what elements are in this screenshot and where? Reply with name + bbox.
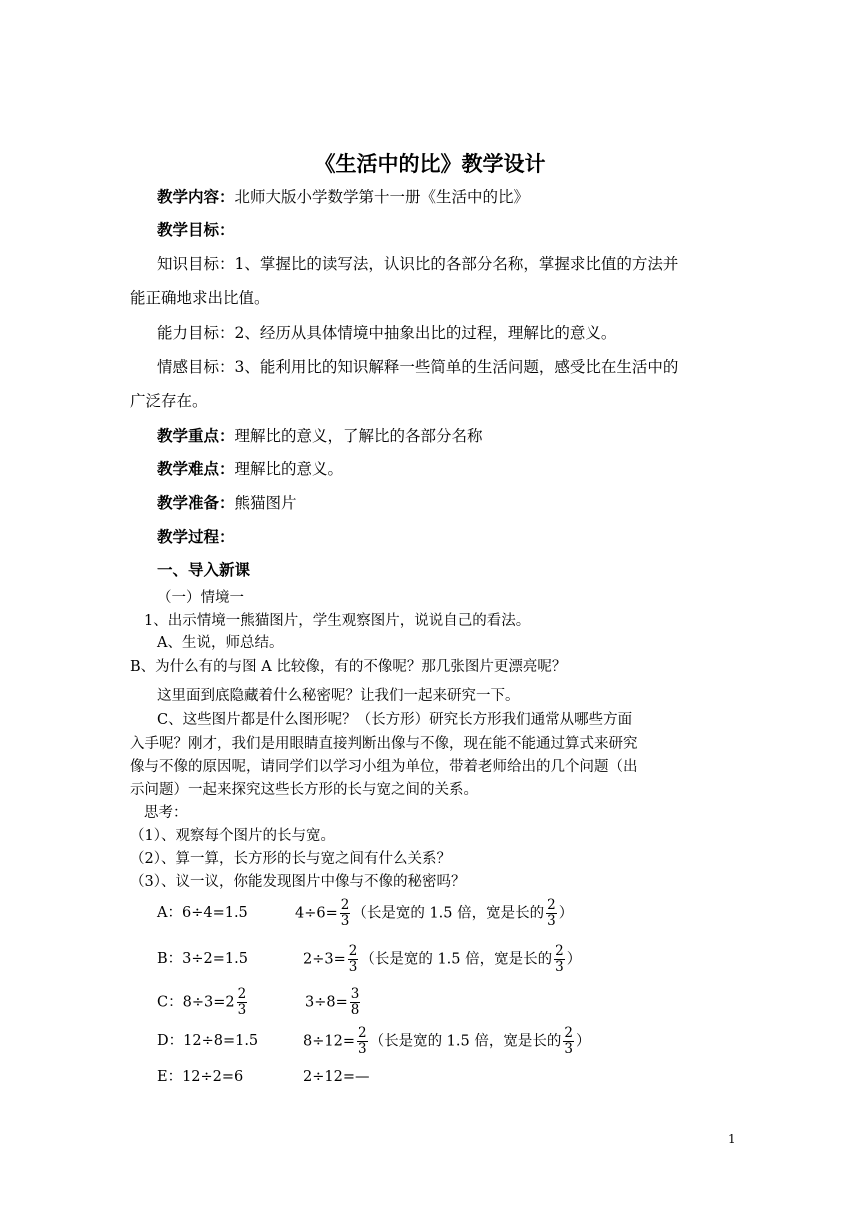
goal2-line: 能力目标：2、经历从具体情境中抽象出比的过程，理解比的意义。 bbox=[157, 324, 617, 342]
calc-row-e bbox=[157, 1070, 369, 1085]
key-point-line bbox=[157, 429, 483, 445]
difficulty-line bbox=[157, 462, 343, 478]
row-b-long-div: B：3÷2=1.5 bbox=[157, 951, 248, 968]
row-b-short-div: 2÷3= bbox=[303, 951, 346, 968]
teaching-content-label: 教学内容： bbox=[157, 188, 235, 206]
row-d-note: （长是宽的 1.5 倍，宽是长的 bbox=[369, 1033, 562, 1050]
question1: （1）、观察每个图片的长与宽。 bbox=[130, 828, 335, 844]
preparation-value: 熊猫图片 bbox=[234, 494, 297, 512]
question3: （3）、议一议，你能发现图片中像与不像的秘密吗？ bbox=[130, 874, 466, 890]
stepC-line2: 入手呢？刚才，我们是用眼睛直接判断出像与不像，现在能不能通过算式来研究 bbox=[130, 736, 638, 752]
think-label: 思考： bbox=[144, 805, 188, 821]
stepB-line: B、为什么有的与图 A 比较像，有的不像呢？那几张图片更漂亮呢？ bbox=[130, 659, 567, 675]
page-number: 1 bbox=[728, 1132, 736, 1146]
teaching-content-value: 北师大版小学数学第十一册《生活中的比》 bbox=[234, 188, 530, 206]
process-heading: 教学过程： bbox=[157, 528, 235, 546]
question2: （2）、算一算，长方形的长与宽之间有什么关系？ bbox=[130, 851, 451, 867]
difficulty-value: 理解比的意义。 bbox=[234, 460, 344, 478]
key-point-value: 理解比的意义，了解比的各部分名称 bbox=[234, 427, 483, 445]
stepA-line: A、生说，师总结。 bbox=[157, 635, 284, 651]
row-a-note-fraction: $\frac{2}{3}$ bbox=[547, 897, 556, 929]
calc-row-a bbox=[157, 898, 573, 929]
calc-row-c bbox=[157, 987, 362, 1018]
row-a-long-div: A：6÷4=1.5 bbox=[157, 905, 248, 922]
stepC-line3: 像与不像的原因呢，请同学们以学习小组为单位，带着老师给出的几个问题（出 bbox=[130, 759, 638, 775]
row-d-note-fraction: $\frac{2}{3}$ bbox=[564, 1025, 573, 1057]
stepB2-line: 这里面到底隐藏着什么秘密呢？让我们一起来研究一下。 bbox=[157, 688, 520, 704]
teaching-content-line bbox=[157, 190, 529, 206]
row-d-fraction: $\frac{2}{3}$ bbox=[357, 1025, 367, 1057]
row-e-short-div: 2÷12=— bbox=[303, 1069, 370, 1085]
calc-row-b bbox=[157, 944, 581, 975]
row-b-note-fraction: $\frac{2}{3}$ bbox=[555, 943, 564, 975]
stepC-line1: C、这些图片都是什么图形呢？（长方形）研究长方形我们通常从哪些方面 bbox=[157, 712, 633, 728]
goal3-line2: 广泛存在。 bbox=[130, 392, 208, 410]
row-d-short-div: 8÷12= bbox=[303, 1033, 355, 1050]
row-c-fraction: $\frac{3}{8}$ bbox=[350, 986, 360, 1018]
goals-heading: 教学目标： bbox=[157, 221, 235, 239]
key-point-label: 教学重点： bbox=[157, 427, 235, 445]
row-a-note: （长是宽的 1.5 倍，宽是长的 bbox=[352, 905, 545, 922]
goal1-line2: 能正确地求出比值。 bbox=[130, 289, 270, 307]
row-a-fraction: $\frac{2}{3}$ bbox=[340, 897, 350, 929]
preparation-label: 教学准备： bbox=[157, 494, 235, 512]
row-d-close: ） bbox=[575, 1033, 591, 1050]
row-b-note: （长是宽的 1.5 倍，宽是长的 bbox=[360, 951, 553, 968]
row-c-short-div: 3÷8= bbox=[305, 994, 348, 1011]
row-c-mixed-fraction: $\frac{2}{3}$ bbox=[237, 986, 247, 1018]
row-a-short-div: 4÷6= bbox=[295, 905, 338, 922]
row-d-long-div: D：12÷8=1.5 bbox=[157, 1033, 259, 1050]
calc-row-d bbox=[157, 1026, 590, 1057]
row-e-long-div: E：12÷2=6 bbox=[157, 1069, 244, 1085]
stepC-line4: 示问题）一起来探究这些长方形的长与宽之间的关系。 bbox=[130, 782, 478, 798]
document-title: 《生活中的比》教学设计 bbox=[314, 152, 546, 176]
section1-heading: 一、导入新课 bbox=[157, 561, 251, 579]
preparation-line bbox=[157, 496, 297, 512]
goal1-line1: 知识目标：1、掌握比的读写法，认识比的各部分名称，掌握求比值的方法并 bbox=[157, 255, 679, 273]
difficulty-label: 教学难点： bbox=[157, 460, 235, 478]
row-b-close: ） bbox=[566, 951, 582, 968]
goal3-line1: 情感目标：3、能利用比的知识解释一些简单的生活问题，感受比在生活中的 bbox=[157, 358, 679, 376]
scene1-heading: （一）情境一 bbox=[157, 590, 244, 606]
step1-line: 1、出示情境一熊猫图片，学生观察图片，说说自己的看法。 bbox=[144, 613, 531, 629]
row-b-fraction: $\frac{2}{3}$ bbox=[348, 943, 358, 975]
row-c-long-div: C：8÷3=2 $\frac{2}{3}$ bbox=[157, 986, 247, 1018]
row-a-close: ） bbox=[558, 905, 574, 922]
